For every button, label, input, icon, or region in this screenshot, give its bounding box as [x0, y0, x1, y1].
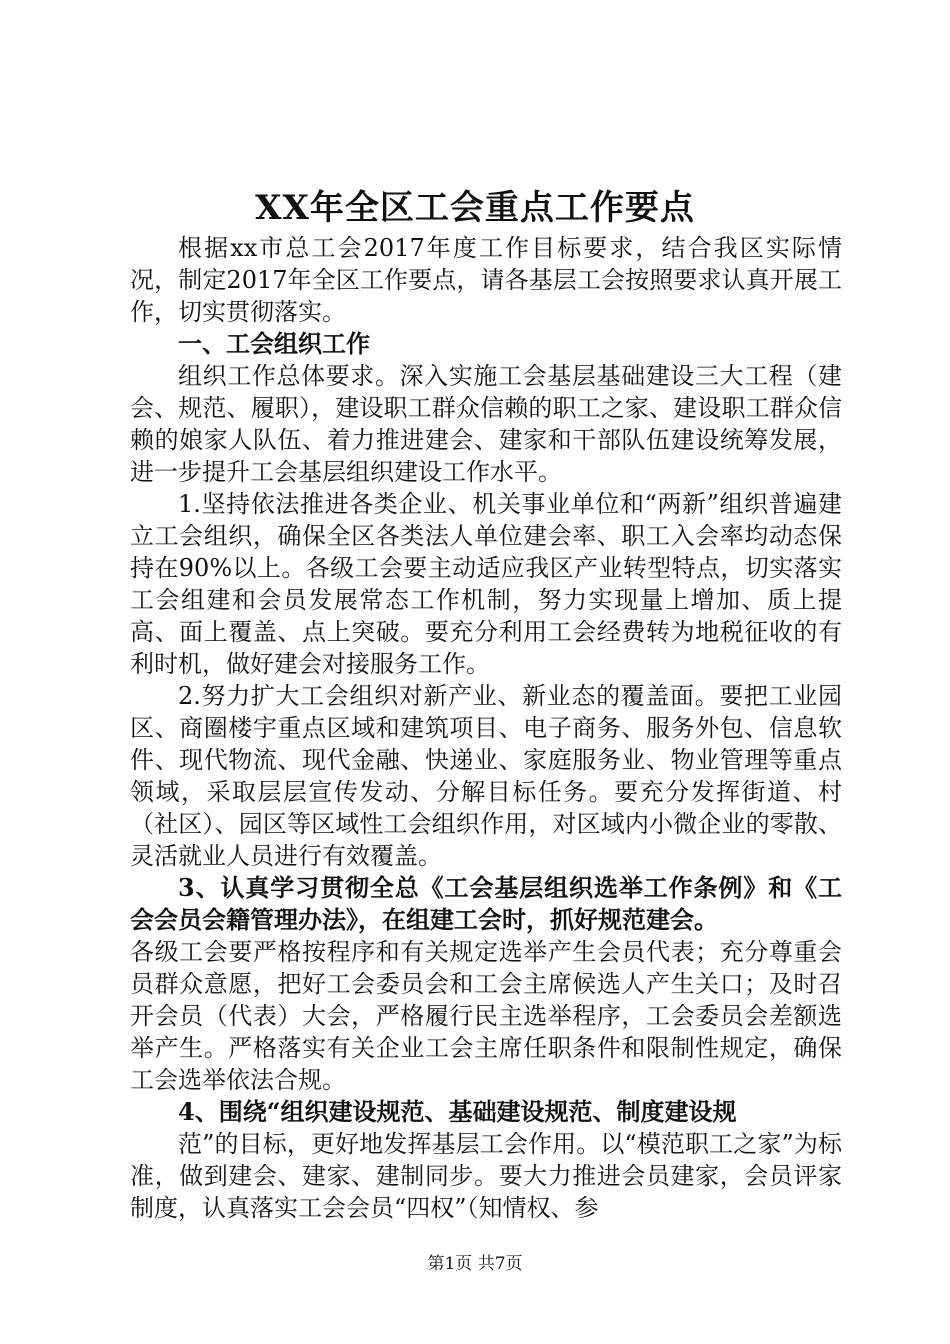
item-paragraph-2: 2.努力扩大工会组织对新产业、新业态的覆盖面。要把工业园区、商圈楼宇重点区域和建筑项目、电子商务、服务外包、信息软件、现代物流、现代金融、快递业、家庭服务业、物业管理等重点领域，采取层层宣传发动、分解目标任务。要充分发挥街道、村（社区）、园区等区域性工会组织作用，对区域内小微企业的零散、灵活就业人员进行有效覆盖。	[130, 682, 842, 870]
item-paragraph-1: 1.坚持依法推进各类企业、机关事业单位和“两新”组织普遍建立工会组织，确保全区各类法人单位建会率、职工入会率均动态保持在90%以上。各级工会要主动适应我区产业转型特点，切实落实工会组建和会员发展常态工作机制，努力实现量上增加、质上提高、面上覆盖、点上突破。要充分利用工会经费转为地税征收的有利时机，做好建会对接服务工作。	[130, 490, 842, 678]
body-paragraph-3: 各级工会要严格按程序和有关规定选举产生会员代表；充分尊重会员群众意愿，把好工会委员会和工会主席候选人产生关口；及时召开会员（代表）大会，严格履行民主选举程序，工会委员会差额选举产生。严格落实有关企业工会主席任职条件和限制性规定，确保工会选举依法合规。	[130, 938, 842, 1094]
intro-paragraph: 根据xx市总工会2017年度工作目标要求，结合我区实际情况，制定2017年全区工作要点，请各基层工会按照要求认真开展工作，切实贯彻落实。	[130, 234, 842, 326]
page-footer: 第1页 共7页	[427, 1254, 523, 1274]
body-paragraph-4: 范”的目标，更好地发挥基层工会作用。以“模范职工之家”为标准，做到建会、建家、建制同步。要大力推进会员建家，会员评家制度，认真落实工会会员“四权”（知情权、参	[130, 1130, 842, 1222]
item-heading-3: 3、认真学习贯彻全总《工会基层组织选举工作条例》和《工会会员会籍管理办法》，在组建工会时，抓好规范建会。	[130, 873, 842, 934]
body-paragraph: 组织工作总体要求。深入实施工会基层基础建设三大工程（建会、规范、履职），建设职工群众信赖的职工之家、建设职工群众信赖的娘家人队伍、着力推进建会、建家和干部队伍建设统筹发展，进一步提升工会基层组织建设工作水平。	[130, 362, 842, 486]
section-heading: 一、工会组织工作	[178, 329, 370, 358]
item-heading-4: 4、围绕“组织建设规范、基础建设规范、制度建设规	[178, 1097, 737, 1126]
document-body	[130, 232, 842, 1224]
document-title: XX年全区工会重点工作要点	[255, 188, 695, 228]
